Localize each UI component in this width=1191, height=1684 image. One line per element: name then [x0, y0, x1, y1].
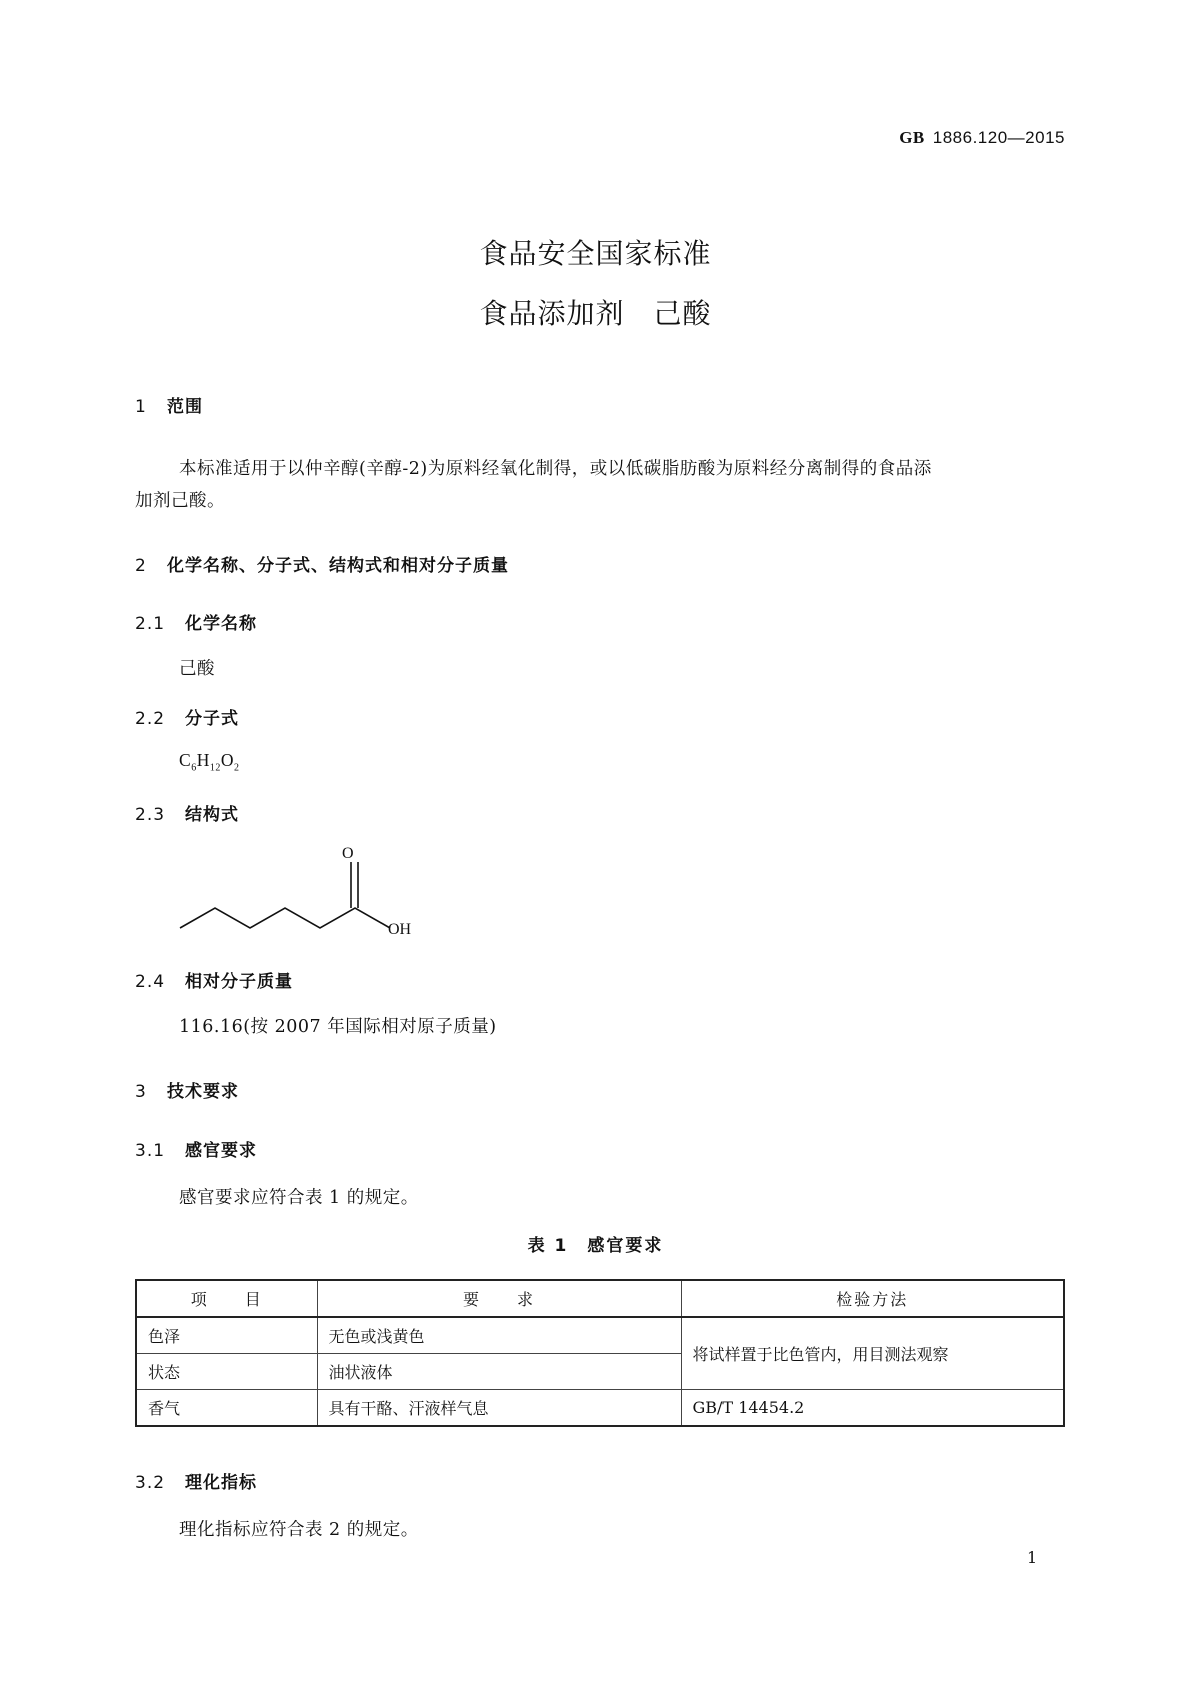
paragraph: 感官要求应符合表 1 的规定。 [179, 1188, 419, 1208]
document-subtitle: 食品添加剂 己酸 [479, 297, 712, 330]
section-heading: 2.1 化学名称 [135, 614, 257, 634]
section-heading: 1 范围 [135, 397, 203, 417]
cell-item: 色泽 [136, 1317, 317, 1354]
cell-item: 香气 [136, 1390, 317, 1427]
standard-code: GB 1886.120—2015 [899, 128, 1065, 147]
column-header: 项 目 [136, 1280, 317, 1317]
chemical-name: 己酸 [179, 659, 215, 679]
molecular-formula: $C_6H_{12}O_2$ [179, 750, 240, 774]
cell-requirement: 油状液体 [317, 1354, 681, 1390]
column-header: 要 求 [317, 1280, 681, 1317]
table-header-row [136, 1280, 1064, 1317]
paragraph: 理化指标应符合表 2 的规定。 [179, 1520, 419, 1540]
section-heading: 2 化学名称、分子式、结构式和相对分子质量 [135, 556, 509, 576]
paragraph: 本标准适用于以仲辛醇(辛醇-2)为原料经氧化制得，或以低碳脂肪酸为原料经分离制得的食品添 [179, 459, 932, 479]
cell-requirement: 具有干酪、汗液样气息 [317, 1390, 681, 1427]
atom-oh: OH [388, 921, 412, 938]
table-row [136, 1390, 1064, 1427]
cell-requirement: 无色或浅黄色 [317, 1317, 681, 1354]
section-heading: 2.3 结构式 [135, 805, 239, 825]
section-heading: 2.2 分子式 [135, 709, 239, 729]
section-heading: 3 技术要求 [135, 1082, 239, 1102]
section-heading: 2.4 相对分子质量 [135, 972, 293, 992]
cell-method: 将试样置于比色管内，用目测法观察 [681, 1317, 1064, 1390]
page-number: 1 [1027, 1548, 1038, 1567]
section-heading: 3.2 理化指标 [135, 1473, 257, 1493]
table-caption: 表 1 感官要求 [527, 1236, 664, 1256]
section-heading: 3.1 感官要求 [135, 1141, 257, 1161]
cell-method: GB/T 14454.2 [681, 1390, 1064, 1427]
document-title: 食品安全国家标准 [479, 237, 712, 270]
atom-o: O [342, 845, 354, 862]
cell-item: 状态 [136, 1354, 317, 1390]
column-header: 检验方法 [681, 1280, 1064, 1317]
paragraph: 加剂己酸。 [135, 491, 225, 511]
molecular-mass: 116.16(按 2007 年国际相对原子质量) [179, 1017, 497, 1037]
table-row [136, 1317, 1064, 1354]
sensory-requirements-table [135, 1279, 1065, 1427]
